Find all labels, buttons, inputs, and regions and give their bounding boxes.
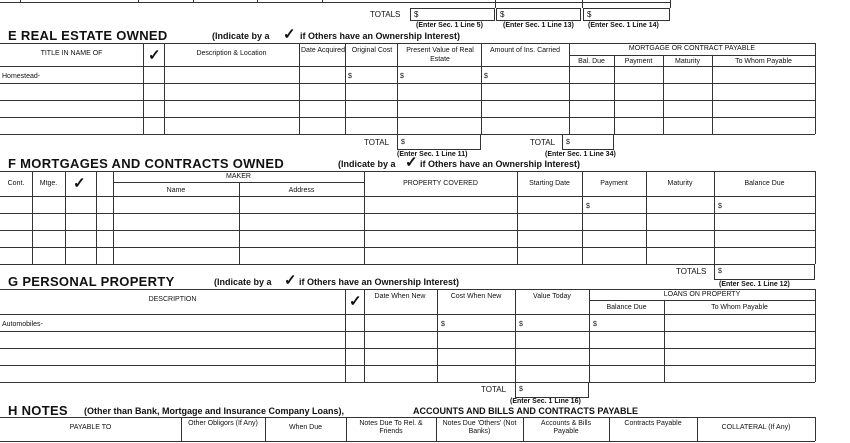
- dollar-sign: $: [566, 139, 570, 146]
- e-note-2: (Enter Sec. 1 Line 34): [545, 151, 616, 158]
- header-accounts-bills: Accounts & Bills Payable: [540, 420, 592, 435]
- e-note-1: (Enter Sec. 1 Line 11): [397, 151, 468, 158]
- section-f-subtitle-2: if Others have an Ownership Interest): [420, 159, 581, 169]
- header-balance-due: Balance Due: [744, 180, 785, 187]
- top-totals-label: TOTALS: [370, 10, 401, 19]
- dollar-sign: $: [718, 203, 722, 210]
- header-payment: Payment: [624, 58, 653, 65]
- dollar-sign: $: [348, 73, 352, 80]
- header-original-cost: Original Cost: [351, 47, 393, 54]
- section-e-subtitle-2: if Others have an Ownership Interest): [300, 31, 461, 41]
- header-to-whom: To Whom Payable: [711, 304, 768, 311]
- checkmark-icon: ✓: [283, 26, 296, 43]
- top-total-box-2[interactable]: [496, 8, 581, 21]
- header-payment: Payment: [600, 180, 628, 187]
- header-maker: MAKER: [226, 173, 251, 180]
- f-note: (Enter Sec. 1 Line 12): [719, 281, 790, 288]
- header-loans: LOANS ON PROPERTY: [663, 291, 741, 298]
- header-notes-due-rel: Notes Due To Rel. & Friends: [359, 420, 423, 435]
- header-cont: Cont.: [7, 180, 25, 187]
- header-name: Name: [166, 187, 186, 194]
- total-label: TOTAL: [530, 138, 556, 147]
- dollar-sign: $: [519, 386, 523, 393]
- header-present-value: Present Value of Real Estate: [406, 47, 474, 63]
- dollar-sign: $: [587, 10, 592, 19]
- dollar-sign: $: [484, 73, 488, 80]
- header-value-today: Value Today: [533, 293, 571, 300]
- checkmark-icon: ✓: [148, 47, 161, 64]
- header-payable-to: PAYABLE TO: [69, 424, 112, 431]
- g-note: (Enter Sec. 1 Line 16): [510, 398, 581, 405]
- dollar-sign: $: [593, 321, 597, 328]
- header-other-obligors: Other Obligors (If Any): [188, 420, 258, 427]
- top-total-box-3[interactable]: [583, 8, 670, 21]
- f-totals-label: TOTALS: [676, 267, 707, 276]
- header-maturity: Maturity: [675, 58, 700, 65]
- section-g-subtitle: (Indicate by a: [214, 277, 272, 287]
- header-bal-due: Bal. Due: [578, 58, 605, 65]
- header-contracts: Contracts Payable: [624, 420, 682, 427]
- header-to-whom: To Whom Payable: [735, 58, 792, 65]
- header-balance-due: Balance Due: [606, 304, 647, 311]
- dollar-sign: $: [519, 321, 523, 328]
- header-notes-due-others: Notes Due 'Others' (Not Banks): [442, 420, 517, 435]
- header-address: Address: [288, 187, 315, 194]
- header-property-covered: PROPERTY COVERED: [403, 180, 478, 187]
- dollar-sign: $: [414, 10, 419, 19]
- section-g-subtitle-2: if Others have an Ownership Interest): [299, 277, 460, 287]
- total-label: TOTAL: [481, 385, 507, 394]
- g-total-box[interactable]: [515, 382, 589, 398]
- row-label-homestead: Homestead-: [2, 73, 41, 80]
- real-estate-total-box[interactable]: [397, 134, 481, 150]
- row-label-automobiles: Automobiles-: [2, 321, 43, 328]
- dollar-sign: $: [441, 321, 445, 328]
- checkmark-icon: ✓: [284, 272, 297, 289]
- section-g-title: G PERSONAL PROPERTY: [8, 274, 175, 289]
- section-h-subtitle-2: ACCOUNTS AND BILLS AND CONTRACTS PAYABLE: [413, 406, 639, 416]
- header-description: DESCRIPTION: [148, 296, 197, 303]
- dollar-sign: $: [500, 10, 505, 19]
- top-total-box-1[interactable]: [410, 8, 495, 21]
- dollar-sign: $: [400, 73, 404, 80]
- top-note-3: (Enter Sec. 1 Line 14): [588, 22, 659, 29]
- section-h-subtitle: (Other than Bank, Mortgage and Insurance Company Loans),: [84, 406, 345, 416]
- header-when-due: When Due: [288, 424, 323, 431]
- checkmark-icon: ✓: [73, 175, 86, 192]
- dollar-sign: $: [586, 203, 590, 210]
- section-h-title: H NOTES: [8, 403, 68, 418]
- f-total-box[interactable]: [714, 264, 815, 280]
- header-collateral: COLLATERAL (If Any): [721, 424, 791, 431]
- section-f-subtitle: (Indicate by a: [338, 159, 396, 169]
- top-note-1: (Enter Sec. 1 Line 5): [416, 22, 483, 29]
- header-cost-new: Cost When New: [450, 293, 502, 300]
- dollar-sign: $: [718, 268, 722, 275]
- header-starting-date: Starting Date: [529, 180, 570, 187]
- section-f-title: F MORTGAGES AND CONTRACTS OWNED: [8, 156, 285, 171]
- header-mortgage: MORTGAGE OR CONTRACT PAYABLE: [628, 45, 756, 52]
- header-title-name: TITLE IN NAME OF: [40, 50, 103, 57]
- header-maturity: Maturity: [667, 180, 693, 187]
- section-e-title: E REAL ESTATE OWNED: [8, 28, 168, 43]
- header-date-new: Date When New: [374, 293, 426, 300]
- header-amount-ins: Amount of Ins. Carried: [489, 47, 561, 54]
- header-mtge: Mtge.: [39, 180, 58, 187]
- checkmark-icon: ✓: [405, 154, 418, 171]
- dollar-sign: $: [401, 139, 405, 146]
- header-date-acquired: Date Acquired: [301, 47, 345, 54]
- total-label: TOTAL: [364, 138, 390, 147]
- top-note-2: (Enter Sec. 1 Line 13): [503, 22, 574, 29]
- section-e-subtitle: (Indicate by a: [212, 31, 270, 41]
- header-description: Description & Location: [196, 50, 267, 57]
- checkmark-icon: ✓: [349, 293, 362, 310]
